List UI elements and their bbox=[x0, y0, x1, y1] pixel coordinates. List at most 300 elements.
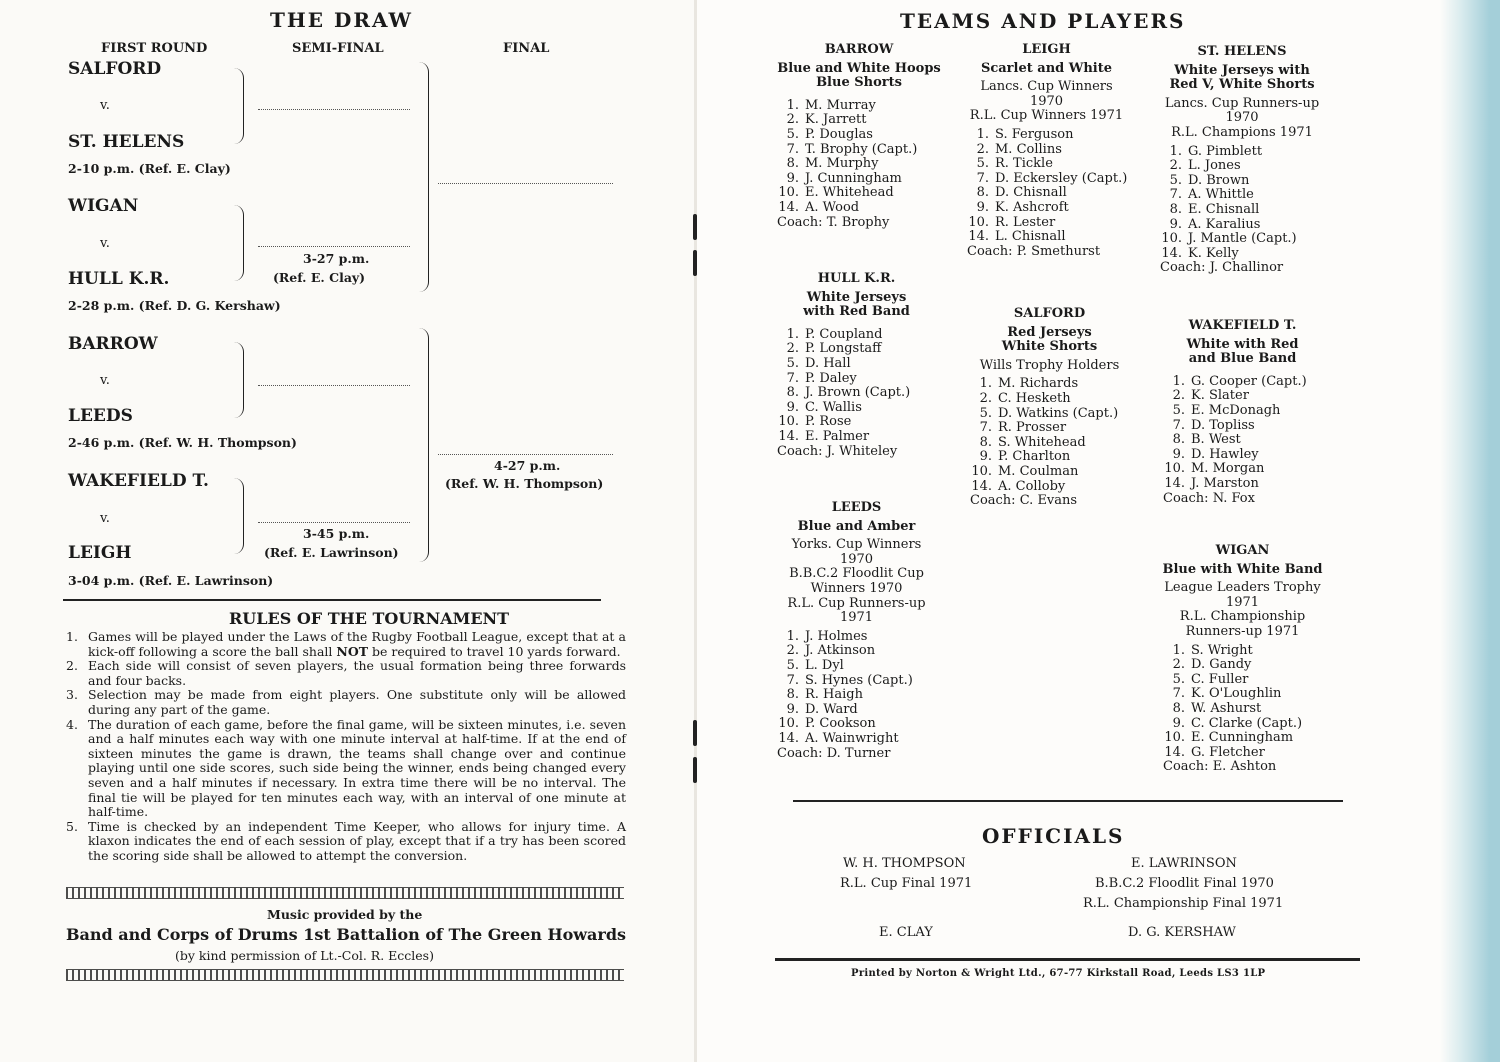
player-number: 1. bbox=[786, 326, 799, 342]
player-name: M. Murray bbox=[805, 97, 876, 113]
header-final: FINAL bbox=[503, 41, 550, 56]
player-name: D. Topliss bbox=[1191, 417, 1255, 433]
team-name: WIGAN bbox=[1215, 543, 1270, 558]
player-number: 8. bbox=[786, 385, 799, 401]
rules-list bbox=[66, 630, 626, 864]
player-name: M. Richards bbox=[998, 376, 1079, 392]
player-row bbox=[959, 186, 1134, 201]
player-name: J. Mantle (Capt.) bbox=[1188, 231, 1297, 247]
officials-title: OFFICIALS bbox=[982, 824, 1125, 848]
player-name: R. Lester bbox=[995, 214, 1056, 230]
player-name: J. Marston bbox=[1191, 475, 1259, 491]
player-number: 9. bbox=[786, 399, 799, 415]
official-lawrinson-name: E. LAWRINSON bbox=[1131, 856, 1237, 871]
team-coach: Coach: E. Ashton bbox=[1163, 759, 1277, 775]
team-salford bbox=[962, 307, 1137, 509]
team-coach: Coach: D. Turner bbox=[777, 745, 891, 761]
player-number: 2. bbox=[1169, 158, 1182, 174]
player-name: D. Gandy bbox=[1191, 657, 1252, 673]
official-clay-name: E. CLAY bbox=[879, 925, 933, 940]
player-number: 5. bbox=[1172, 402, 1185, 418]
divider-line bbox=[63, 599, 601, 601]
team-honour: 1971 bbox=[1225, 594, 1260, 610]
team-leeds bbox=[769, 501, 944, 761]
team-leigh bbox=[959, 43, 1134, 259]
header-semi-final: SEMI-FINAL bbox=[292, 41, 384, 56]
player-number: 1. bbox=[1172, 642, 1185, 658]
player-name: C. Fuller bbox=[1191, 671, 1249, 687]
player-row bbox=[1155, 687, 1330, 702]
player-row bbox=[1155, 658, 1330, 673]
player-row bbox=[1155, 433, 1330, 448]
printer-credit: Printed by Norton & Wright Ltd., 67-77 Kirkstall Road, Leeds LS3 1LP bbox=[851, 968, 1266, 979]
player-row bbox=[1155, 375, 1330, 390]
player-name: D. Ward bbox=[805, 701, 858, 717]
team-coach: Coach: J. Whiteley bbox=[777, 443, 898, 459]
player-name: J. Cunningham bbox=[805, 170, 902, 186]
team-name: SALFORD bbox=[1013, 306, 1086, 321]
player-number: 7. bbox=[976, 170, 989, 186]
player-row bbox=[769, 357, 944, 372]
player-row bbox=[962, 392, 1137, 407]
player-number: 5. bbox=[786, 355, 799, 371]
player-row bbox=[962, 436, 1137, 451]
match-4-winner-line bbox=[258, 522, 410, 523]
player-row bbox=[1152, 203, 1332, 218]
player-number: 1. bbox=[1169, 143, 1182, 159]
team-colours: Blue Shorts bbox=[816, 75, 902, 91]
header-first-round: FIRST ROUND bbox=[101, 41, 208, 56]
player-number: 7. bbox=[1169, 187, 1182, 203]
player-name: S. Hynes (Capt.) bbox=[805, 672, 913, 688]
player-row bbox=[769, 328, 944, 343]
rule-item: 5. Time is checked by an independent Time Keeper, who allows for injury time. A klaxon indicates the end of each session of play, except that if a try has been scored the scoring side shall be allowed to attempt the conversion. bbox=[66, 818, 626, 863]
player-name: T. Brophy (Capt.) bbox=[805, 141, 918, 157]
team-colours: Blue with White Band bbox=[1162, 561, 1323, 577]
player-name: P. Longstaff bbox=[805, 341, 882, 357]
player-row bbox=[962, 450, 1137, 465]
player-number: 9. bbox=[976, 199, 989, 215]
team-colours: White with Red bbox=[1186, 336, 1299, 352]
team-colours: White Jerseys bbox=[806, 289, 907, 305]
match-3-vs: v. bbox=[100, 373, 110, 388]
match-3-away: LEEDS bbox=[68, 406, 133, 426]
player-name: D. Chisnall bbox=[995, 185, 1067, 201]
semi-2-time: 3-45 p.m. bbox=[303, 526, 370, 541]
player-name: S. Whitehead bbox=[998, 434, 1086, 450]
team-honour: Yorks. Cup Winners bbox=[791, 537, 922, 553]
player-name: A. Karalius bbox=[1188, 216, 1261, 232]
match-4-home: WAKEFIELD T. bbox=[68, 471, 209, 491]
player-number: 14. bbox=[971, 478, 992, 494]
player-number: 10. bbox=[1164, 730, 1185, 746]
player-row bbox=[1152, 247, 1332, 262]
player-row bbox=[959, 157, 1134, 172]
player-row bbox=[769, 201, 949, 216]
player-name: J. Atkinson bbox=[805, 643, 876, 659]
player-number: 7. bbox=[979, 420, 992, 436]
player-number: 2. bbox=[1172, 388, 1185, 404]
player-number: 2. bbox=[979, 390, 992, 406]
player-number: 14. bbox=[778, 428, 799, 444]
team-honour: 1970 bbox=[1029, 93, 1064, 109]
team-coach: Coach: C. Evans bbox=[970, 493, 1078, 509]
official-lawrinson-note2: R.L. Championship Final 1971 bbox=[1083, 896, 1284, 911]
team-colours: White Jerseys with bbox=[1174, 62, 1310, 78]
player-row bbox=[1155, 448, 1330, 463]
rule-item: 3. Selection may be made from eight players. One substitute only will be allowed during any part of the game. bbox=[66, 687, 626, 717]
player-number: 14. bbox=[1164, 744, 1185, 760]
rule-item: 1. Games will be played under the Laws of the Rugby Football League, except that at a kick-off following a score the ball shall NOT be required to travel 10 yards forward. bbox=[66, 629, 626, 659]
player-name: A. Whittle bbox=[1188, 187, 1254, 203]
ornament-border-bottom bbox=[66, 969, 624, 981]
player-row bbox=[769, 644, 944, 659]
final-ref: (Ref. W. H. Thompson) bbox=[445, 476, 604, 491]
player-name: G. Cooper (Capt.) bbox=[1191, 373, 1307, 389]
player-row bbox=[1155, 673, 1330, 688]
player-number: 2. bbox=[1172, 657, 1185, 673]
match-4-brace bbox=[233, 478, 244, 554]
player-number: 10. bbox=[1161, 231, 1182, 247]
player-row bbox=[962, 480, 1137, 495]
player-row bbox=[769, 430, 944, 445]
match-4-away: LEIGH bbox=[68, 543, 132, 563]
player-row bbox=[769, 659, 944, 674]
right-page bbox=[697, 0, 1500, 1062]
player-number: 5. bbox=[1172, 671, 1185, 687]
player-row bbox=[1155, 644, 1330, 659]
player-row bbox=[1155, 702, 1330, 717]
player-number: 2. bbox=[786, 643, 799, 659]
player-name: M. Morgan bbox=[1191, 461, 1265, 477]
player-row bbox=[1155, 404, 1330, 419]
team-honour: R.L. Championship bbox=[1179, 609, 1306, 625]
match-1-away: ST. HELENS bbox=[68, 132, 185, 152]
team-barrow bbox=[769, 43, 949, 230]
team-name: WAKEFIELD T. bbox=[1188, 318, 1297, 333]
player-row bbox=[1152, 218, 1332, 233]
match-1-brace bbox=[233, 68, 244, 144]
semi-1-brace bbox=[418, 62, 429, 292]
team-honour: Winners 1970 bbox=[810, 580, 903, 596]
player-row bbox=[769, 717, 944, 732]
player-row bbox=[962, 377, 1137, 392]
player-row bbox=[769, 688, 944, 703]
player-number: 9. bbox=[786, 170, 799, 186]
rules-title: RULES OF THE TOURNAMENT bbox=[229, 609, 510, 628]
team-honour: Wills Trophy Holders bbox=[979, 357, 1120, 373]
music-line-3: (by kind permission of Lt.-Col. R. Eccles) bbox=[175, 948, 434, 963]
player-number: 7. bbox=[786, 672, 799, 688]
team-colours: Scarlet and White bbox=[980, 60, 1113, 76]
player-name: R. Haigh bbox=[805, 687, 863, 703]
player-row bbox=[1152, 188, 1332, 203]
printer-divider bbox=[775, 958, 1360, 961]
team-wigan bbox=[1155, 544, 1330, 775]
player-name: A. Wood bbox=[805, 199, 860, 215]
player-name: W. Ashurst bbox=[1191, 700, 1262, 716]
player-number: 8. bbox=[786, 156, 799, 172]
player-number: 14. bbox=[778, 730, 799, 746]
player-name: G. Pimblett bbox=[1188, 143, 1263, 159]
team-coach: Coach: P. Smethurst bbox=[967, 243, 1101, 259]
player-row bbox=[1155, 746, 1330, 761]
team-coach: Coach: J. Challinor bbox=[1160, 260, 1284, 276]
music-line-2: Band and Corps of Drums 1st Battalion of The Green Howards bbox=[66, 925, 627, 944]
player-number: 9. bbox=[1172, 446, 1185, 462]
final-time: 4-27 p.m. bbox=[494, 458, 561, 473]
semi-1-winner-line bbox=[438, 183, 613, 184]
team-colours: Red V, White Shorts bbox=[1169, 77, 1315, 93]
player-number: 8. bbox=[979, 434, 992, 450]
team-honour: B.B.C.2 Floodlit Cup bbox=[789, 566, 924, 582]
player-row bbox=[769, 128, 949, 143]
player-row bbox=[769, 113, 949, 128]
teams-title: TEAMS AND PLAYERS bbox=[900, 9, 1186, 33]
semi-1-ref: (Ref. E. Clay) bbox=[273, 270, 366, 285]
player-name: E. Chisnall bbox=[1188, 201, 1260, 217]
player-name: P. Coupland bbox=[805, 326, 883, 342]
player-name: D. Brown bbox=[1188, 172, 1250, 188]
player-row bbox=[769, 415, 944, 430]
player-name: J. Holmes bbox=[805, 628, 868, 644]
player-name: L. Dyl bbox=[805, 657, 844, 673]
player-name: M. Collins bbox=[995, 141, 1062, 157]
team-honour: R.L. Cup Winners 1971 bbox=[969, 108, 1124, 124]
player-row bbox=[769, 157, 949, 172]
player-row bbox=[769, 99, 949, 114]
player-number: 9. bbox=[1169, 216, 1182, 232]
semi-2-ref: (Ref. E. Lawrinson) bbox=[264, 545, 399, 560]
player-name: B. West bbox=[1191, 432, 1241, 448]
player-number: 1. bbox=[786, 97, 799, 113]
team-honour: 1970 bbox=[1225, 110, 1259, 126]
player-number: 8. bbox=[786, 687, 799, 703]
player-row bbox=[959, 216, 1134, 231]
team-colours: and Blue Band bbox=[1188, 351, 1297, 367]
player-row bbox=[769, 630, 944, 645]
ornament-border-top bbox=[66, 887, 624, 899]
player-name: D. Hall bbox=[805, 355, 851, 371]
player-row bbox=[769, 342, 944, 357]
player-name: E. McDonagh bbox=[1191, 402, 1281, 418]
left-page bbox=[0, 0, 694, 1062]
match-3-brace bbox=[233, 342, 244, 418]
player-name: J. Brown (Capt.) bbox=[805, 385, 911, 401]
team-honour: 1970 bbox=[839, 551, 874, 567]
player-name: P. Rose bbox=[805, 414, 852, 430]
team-colours: Blue and Amber bbox=[797, 518, 916, 534]
player-row bbox=[1155, 462, 1330, 477]
player-row bbox=[959, 230, 1134, 245]
team-honour: R.L. Champions 1971 bbox=[1171, 124, 1313, 140]
player-name: P. Douglas bbox=[805, 126, 873, 142]
player-number: 1. bbox=[1172, 373, 1185, 389]
team-honour: Lancs. Cup Runners-up bbox=[1164, 95, 1320, 111]
team-st-helens bbox=[1152, 45, 1332, 276]
team-name: HULL K.R. bbox=[817, 271, 896, 286]
player-row bbox=[1155, 477, 1330, 492]
semi-2-winner-line bbox=[438, 454, 613, 455]
player-number: 5. bbox=[1169, 172, 1182, 188]
player-number: 5. bbox=[979, 405, 992, 421]
page-edge-shading bbox=[1400, 0, 1500, 1062]
match-2-winner-line bbox=[258, 246, 410, 247]
player-number: 10. bbox=[971, 463, 992, 479]
player-row bbox=[962, 465, 1137, 480]
player-number: 10. bbox=[778, 414, 799, 430]
team-coach: Coach: T. Brophy bbox=[777, 214, 890, 230]
draw-title: THE DRAW bbox=[270, 8, 413, 32]
official-kershaw-name: D. G. KERSHAW bbox=[1128, 925, 1236, 940]
player-row bbox=[1152, 145, 1332, 160]
player-name: K. Kelly bbox=[1188, 245, 1239, 261]
match-3-winner-line bbox=[258, 385, 410, 386]
player-row bbox=[1152, 232, 1332, 247]
player-number: 8. bbox=[1172, 432, 1185, 448]
match-2-brace bbox=[233, 205, 244, 281]
player-row bbox=[1155, 717, 1330, 732]
player-name: C. Clarke (Capt.) bbox=[1191, 715, 1303, 731]
semi-2-brace bbox=[418, 328, 429, 562]
player-number: 2. bbox=[976, 141, 989, 157]
player-name: K. Jarrett bbox=[805, 112, 867, 128]
team-coach: Coach: N. Fox bbox=[1163, 490, 1255, 506]
team-honour: Runners-up 1971 bbox=[1185, 623, 1300, 639]
player-name: P. Daley bbox=[805, 370, 857, 386]
player-row bbox=[769, 674, 944, 689]
player-number: 10. bbox=[968, 214, 989, 230]
player-row bbox=[769, 172, 949, 187]
player-number: 5. bbox=[786, 657, 799, 673]
player-name: E. Cunningham bbox=[1191, 730, 1294, 746]
team-colours: Blue and White Hoops bbox=[777, 60, 941, 76]
player-row bbox=[769, 186, 949, 201]
team-honour: R.L. Cup Runners-up bbox=[787, 595, 926, 611]
team-honour: 1971 bbox=[839, 610, 874, 626]
player-name: A. Colloby bbox=[998, 478, 1066, 494]
player-number: 10. bbox=[778, 716, 799, 732]
team-honour: Lancs. Cup Winners bbox=[980, 79, 1113, 95]
official-lawrinson-note1: B.B.C.2 Floodlit Final 1970 bbox=[1095, 876, 1274, 891]
player-row bbox=[769, 386, 944, 401]
player-name: K. Slater bbox=[1191, 388, 1249, 404]
match-2-vs: v. bbox=[100, 236, 110, 251]
player-name: E. Palmer bbox=[805, 428, 870, 444]
player-number: 9. bbox=[786, 701, 799, 717]
player-row bbox=[1155, 731, 1330, 746]
player-row bbox=[1152, 159, 1332, 174]
player-name: P. Charlton bbox=[998, 449, 1071, 465]
match-4-vs: v. bbox=[100, 511, 110, 526]
team-hull-kr bbox=[769, 272, 944, 459]
player-row bbox=[962, 421, 1137, 436]
rule-item: 2. Each side will consist of seven players, the usual formation being three forwards and four backs. bbox=[66, 658, 626, 688]
player-row bbox=[959, 172, 1134, 187]
team-name: LEEDS bbox=[831, 500, 882, 515]
player-number: 1. bbox=[976, 126, 989, 142]
player-row bbox=[1155, 419, 1330, 434]
match-1-kickoff: 2-10 p.m. (Ref. E. Clay) bbox=[68, 161, 231, 176]
player-number: 5. bbox=[976, 156, 989, 172]
match-1-winner-line bbox=[258, 109, 410, 110]
player-number: 7. bbox=[786, 141, 799, 157]
team-name: BARROW bbox=[824, 42, 894, 57]
player-number: 8. bbox=[976, 185, 989, 201]
player-number: 10. bbox=[778, 185, 799, 201]
player-name: S. Wright bbox=[1191, 642, 1253, 658]
music-line-1: Music provided by the bbox=[267, 907, 423, 922]
player-name: P. Cookson bbox=[805, 716, 876, 732]
player-number: 14. bbox=[778, 199, 799, 215]
team-name: LEIGH bbox=[1022, 42, 1071, 57]
player-row bbox=[959, 201, 1134, 216]
player-row bbox=[769, 401, 944, 416]
player-name: E. Whitehead bbox=[805, 185, 894, 201]
match-3-kickoff: 2-46 p.m. (Ref. W. H. Thompson) bbox=[68, 435, 297, 450]
player-number: 1. bbox=[979, 376, 992, 392]
player-number: 14. bbox=[1161, 245, 1182, 261]
team-name: ST. HELENS bbox=[1197, 44, 1287, 59]
player-row bbox=[962, 407, 1137, 422]
player-number: 10. bbox=[1164, 461, 1185, 477]
player-number: 1. bbox=[786, 628, 799, 644]
player-name: D. Eckersley (Capt.) bbox=[995, 170, 1128, 186]
team-colours: Red Jerseys bbox=[1007, 324, 1092, 340]
player-number: 14. bbox=[1164, 475, 1185, 491]
team-honour: League Leaders Trophy bbox=[1164, 580, 1321, 596]
player-number: 8. bbox=[1172, 700, 1185, 716]
match-2-kickoff: 2-28 p.m. (Ref. D. G. Kershaw) bbox=[68, 298, 281, 313]
player-name: S. Ferguson bbox=[995, 126, 1074, 142]
player-name: M. Murphy bbox=[805, 156, 879, 172]
player-number: 9. bbox=[979, 449, 992, 465]
player-name: G. Fletcher bbox=[1191, 744, 1265, 760]
match-4-kickoff: 3-04 p.m. (Ref. E. Lawrinson) bbox=[68, 573, 274, 588]
player-name: K. O'Loughlin bbox=[1191, 686, 1282, 702]
match-1-home: SALFORD bbox=[68, 59, 162, 79]
player-row bbox=[769, 143, 949, 158]
match-2-away: HULL K.R. bbox=[68, 269, 170, 289]
player-name: A. Wainwright bbox=[805, 730, 899, 746]
player-number: 7. bbox=[1172, 686, 1185, 702]
player-name: C. Hesketh bbox=[998, 390, 1071, 406]
player-name: L. Jones bbox=[1188, 158, 1241, 174]
player-number: 8. bbox=[1169, 201, 1182, 217]
match-3-home: BARROW bbox=[68, 334, 158, 354]
match-2-home: WIGAN bbox=[68, 196, 139, 216]
semi-1-time: 3-27 p.m. bbox=[303, 251, 370, 266]
official-thompson-note: R.L. Cup Final 1971 bbox=[840, 876, 973, 891]
player-row bbox=[959, 128, 1134, 143]
player-number: 2. bbox=[786, 341, 799, 357]
player-name: M. Coulman bbox=[998, 463, 1079, 479]
team-colours: with Red Band bbox=[803, 304, 910, 320]
rule-item: 4. The duration of each game, before the final game, will be sixteen minutes, i.e. seven and a half minutes each way with one minute interval at half-time. If at the end of sixteen minutes the game is drawn, the teams shall change over and continue playing until one side scores, such side being the winner, ends being changed every seven and a half minutes if necessary. In extra time there will be no interval. The final tie will be played for ten minutes each way, with an interval of one minute at half-time. bbox=[66, 716, 626, 820]
player-name: C. Wallis bbox=[805, 399, 862, 415]
team-wakefield bbox=[1155, 319, 1330, 506]
player-number: 14. bbox=[968, 229, 989, 245]
player-row bbox=[769, 703, 944, 718]
player-row bbox=[769, 732, 944, 747]
player-number: 5. bbox=[786, 126, 799, 142]
player-number: 9. bbox=[1172, 715, 1185, 731]
player-number: 7. bbox=[786, 370, 799, 386]
officials-divider bbox=[793, 800, 1343, 802]
player-number: 7. bbox=[1172, 417, 1185, 433]
player-name: L. Chisnall bbox=[995, 229, 1066, 245]
player-row bbox=[1152, 174, 1332, 189]
